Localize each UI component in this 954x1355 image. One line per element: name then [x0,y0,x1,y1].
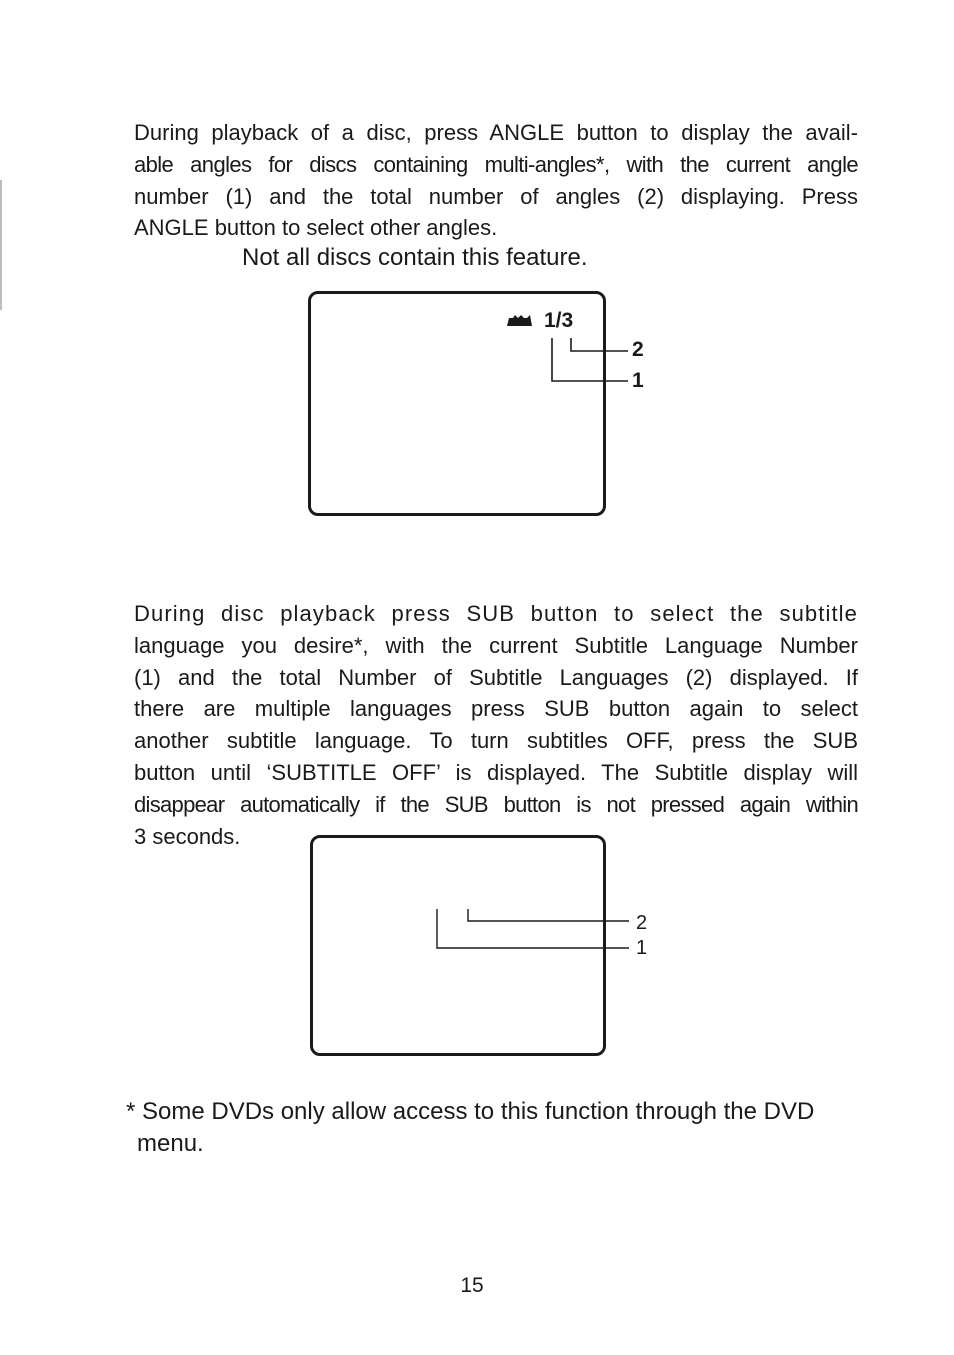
angle-callout-lines [540,330,640,390]
angle-callout-current: 1 [632,369,644,392]
footnote-line-1: * Some DVDs only allow access to this function through the DVD [126,1098,815,1125]
subtitle-line-1: During disc playback press SUB button to select the subtitle [134,601,858,626]
subtitle-callout-total: 2 [636,912,648,934]
angle-line-3: number (1) and the total number of angles (2) displaying. Press [134,183,858,209]
camera-icon [505,310,535,330]
page-number: 15 [460,1274,484,1297]
angle-osd-value: 1/3 [544,309,574,332]
subtitle-line-2: language you desire*, with the current Subtitle Language Number [134,632,858,658]
page-edge-mark [0,180,2,310]
subtitle-callout-current: 1 [636,937,648,959]
angle-line-4: ANGLE button to select other angles. [134,215,498,241]
angle-callout-total: 2 [632,338,644,361]
angle-note: Not all discs contain this feature. [242,244,588,271]
footnote [126,1096,814,1160]
angle-line-1: During playback of a disc, press ANGLE button to display the avail- [134,120,858,145]
subtitle-line-3: (1) and the total Number of Subtitle Languages (2) displayed. If [134,664,858,690]
subtitle-line-7: disappear automatically if the SUB button is not pressed again within [134,791,858,817]
subtitle-line-6: button until ‘SUBTITLE OFF’ is displayed. The Subtitle display will [134,759,858,785]
footnote-line-2: menu. [137,1130,204,1157]
subtitle-instructions [134,598,858,852]
angle-instructions [134,117,858,244]
subtitle-line-4: there are multiple languages press SUB button again to select [134,696,858,722]
angle-line-2: able angles for discs containing multi-angles*, with the current angle [134,151,858,177]
subtitle-line-5: another subtitle language. To turn subtitles OFF, press the SUB [134,728,858,754]
subtitle-callout-lines [430,905,640,955]
subtitle-line-8: 3 seconds. [134,823,241,849]
